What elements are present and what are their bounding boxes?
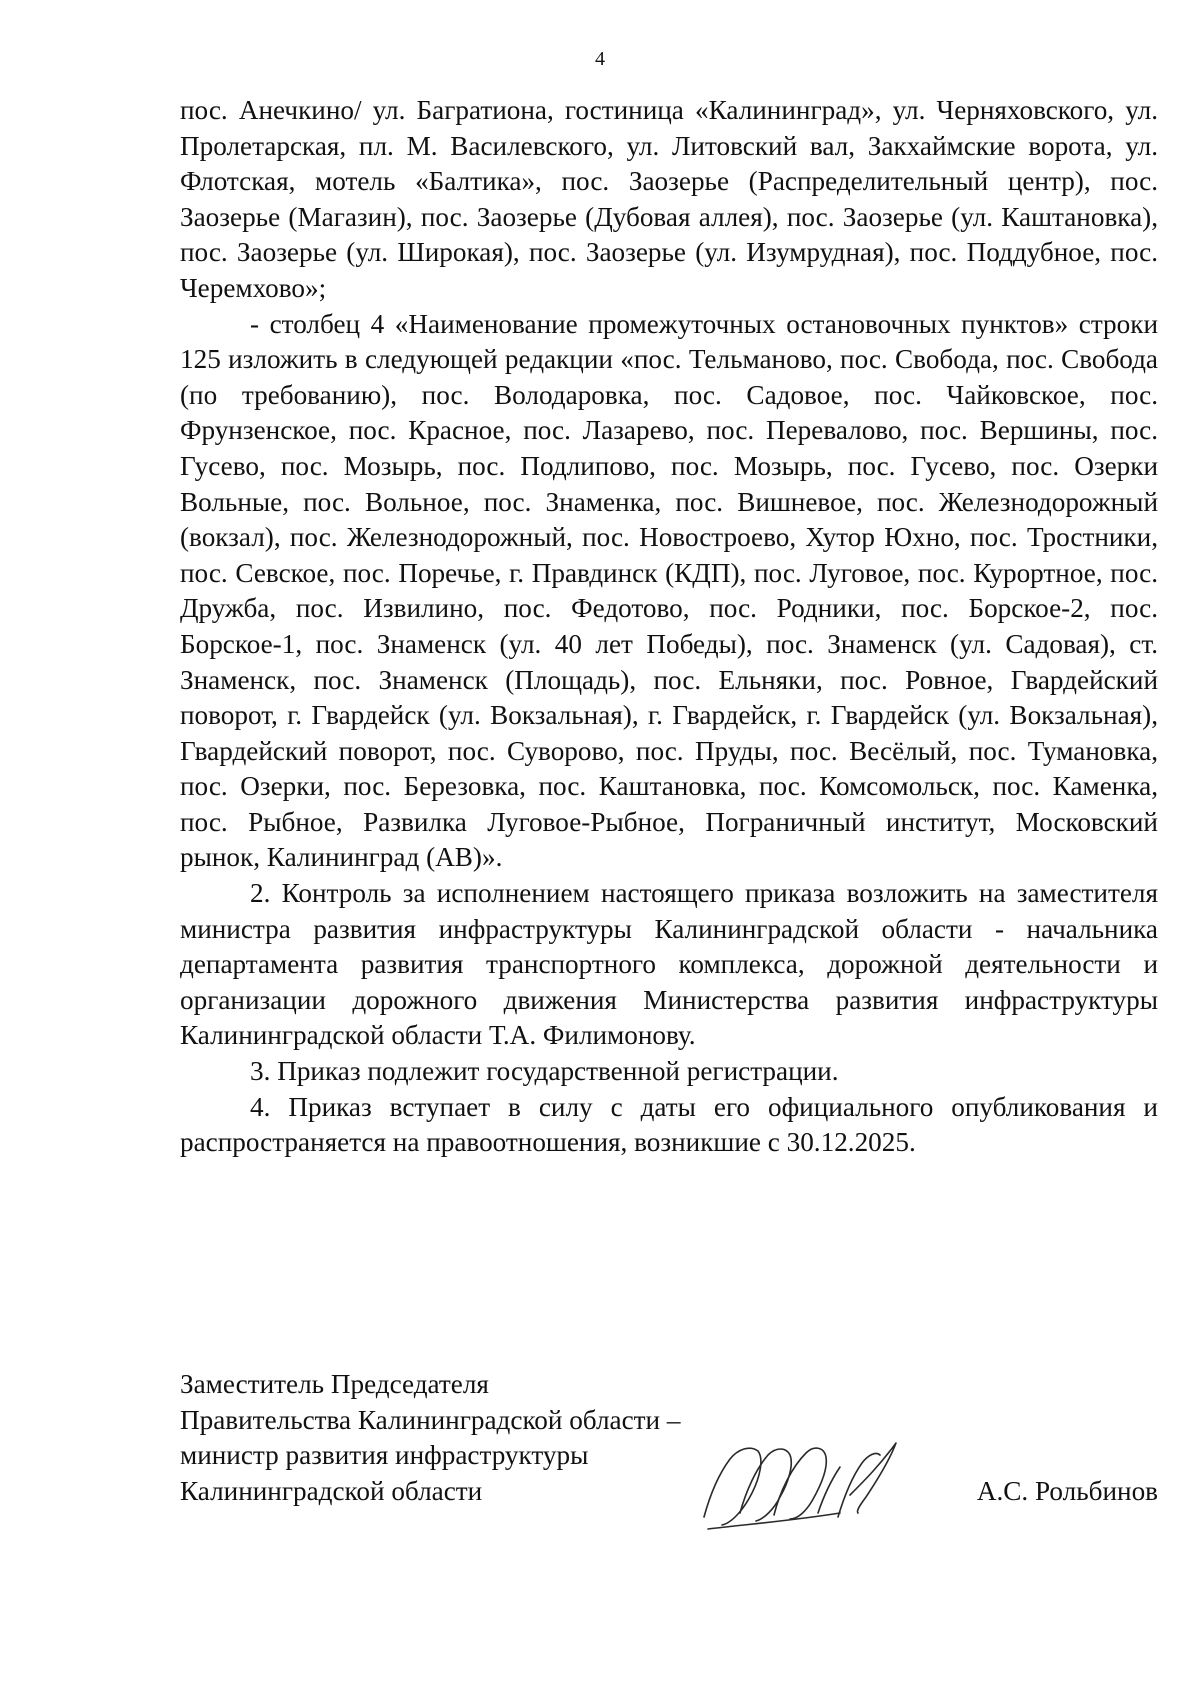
signer-position-line-3: министр развития инфраструктуры <box>180 1440 589 1471</box>
paragraph-stops-list-end: пос. Анечкино/ ул. Багратиона, гостиница «Калининград», ул. Черняховского, ул. Пролетарская, пл. М. Василевского, ул. Литовский вал, Закхаймские ворота, ул. Флотская, мотель «Балтика», пос. Заозерье (Распределительный центр), пос. Заозерье (Магазин), пос. Заозерье (Дубовая аллея), пос. Заозерье (ул. Каштановка), пос. Заозерье (ул. Широкая), пос. Заозерье (ул. Изумрудная), пос. Поддубное, пос. Черемхово»; <box>180 95 1158 303</box>
paragraph-column-4-amendment: - столбец 4 «Наименование промежуточных остановочных пунктов» строки 125 изложить в следующей редакции «пос. Тельманово, пос. Свобода, пос. Свобода (по требованию), пос. Володаровка, пос. Садовое, пос. Чайковское, пос. Фрунзенское, пос. Красное, пос. Лазарево, пос. Перевалово, пос. Вершины, пос. Гусево, пос. Мозырь, пос. Подлипово, пос. Мозырь, пос. Гусево, пос. Озерки Вольные, пос. Вольное, пос. Знаменка, пос. Вишневое, пос. Железнодорожный (вокзал), пос. Железнодорожный, пос. Новостроево, Хутор Юхно, пос. Тростники, пос. Севское, пос. Поречье, г. Правдинск (КДП), пос. Луговое, пос. Курортное, пос. Дружба, пос. Извилино, пос. Федотово, пос. Родники, пос. Борское-2, пос. Борское-1, пос. Знаменск (ул. 40 лет Победы), пос. Знаменск (ул. Садовая), ст. Знаменск, пос. Знаменск (Площадь), пос. Ельняки, пос. Ровное, Гвардейский поворот, г. Гвардейск (ул. Вокзальная), г. Гвардейск, г. Гвардейск (ул. Вокзальная), Гвардейский поворот, пос. Суворово, пос. Пруды, пос. Весёлый, пос. Тумановка, пос. Озерки, пос. Березовка, пос. Каштановка, пос. Комсомольск, пос. Каменка, пос. Рыбное, Развилка Луговое-Рыбное, Пограничный институт, Московский рынок, Калининград (АВ)». <box>180 308 1158 873</box>
signer-position-line-4: Калининградской области <box>180 1475 483 1506</box>
signer-position-line-2: Правительства Калининградской области – <box>180 1404 681 1435</box>
signer-position-line-1: Заместитель Председателя <box>180 1369 489 1399</box>
signature-block <box>180 1367 1158 1527</box>
signer-name: А.С. Рольбинов <box>976 1476 1158 1506</box>
paragraph-item-3-registration: 3. Приказ подлежит государственной регистрации. <box>250 1056 839 1087</box>
page-number: 4 <box>595 48 605 70</box>
handwritten-signature <box>700 1425 910 1535</box>
document-body <box>180 93 1158 1161</box>
paragraph-item-2-control: 2. Контроль за исполнением настоящего приказа возложить на заместителя министра развития инфраструктуры Калининградской области - начальника департамента развития транспортного комплекса, дорожной деятельности и организации дорожного движения Министерства развития инфраструктуры Калининградской области Т.А. Филимонову. <box>180 878 1158 1051</box>
paragraph-item-4-effective-date: 4. Приказ вступает в силу с даты его официального опубликования и распространяется на правоотношения, возникшие с 30.12.2025. <box>180 1091 1158 1158</box>
